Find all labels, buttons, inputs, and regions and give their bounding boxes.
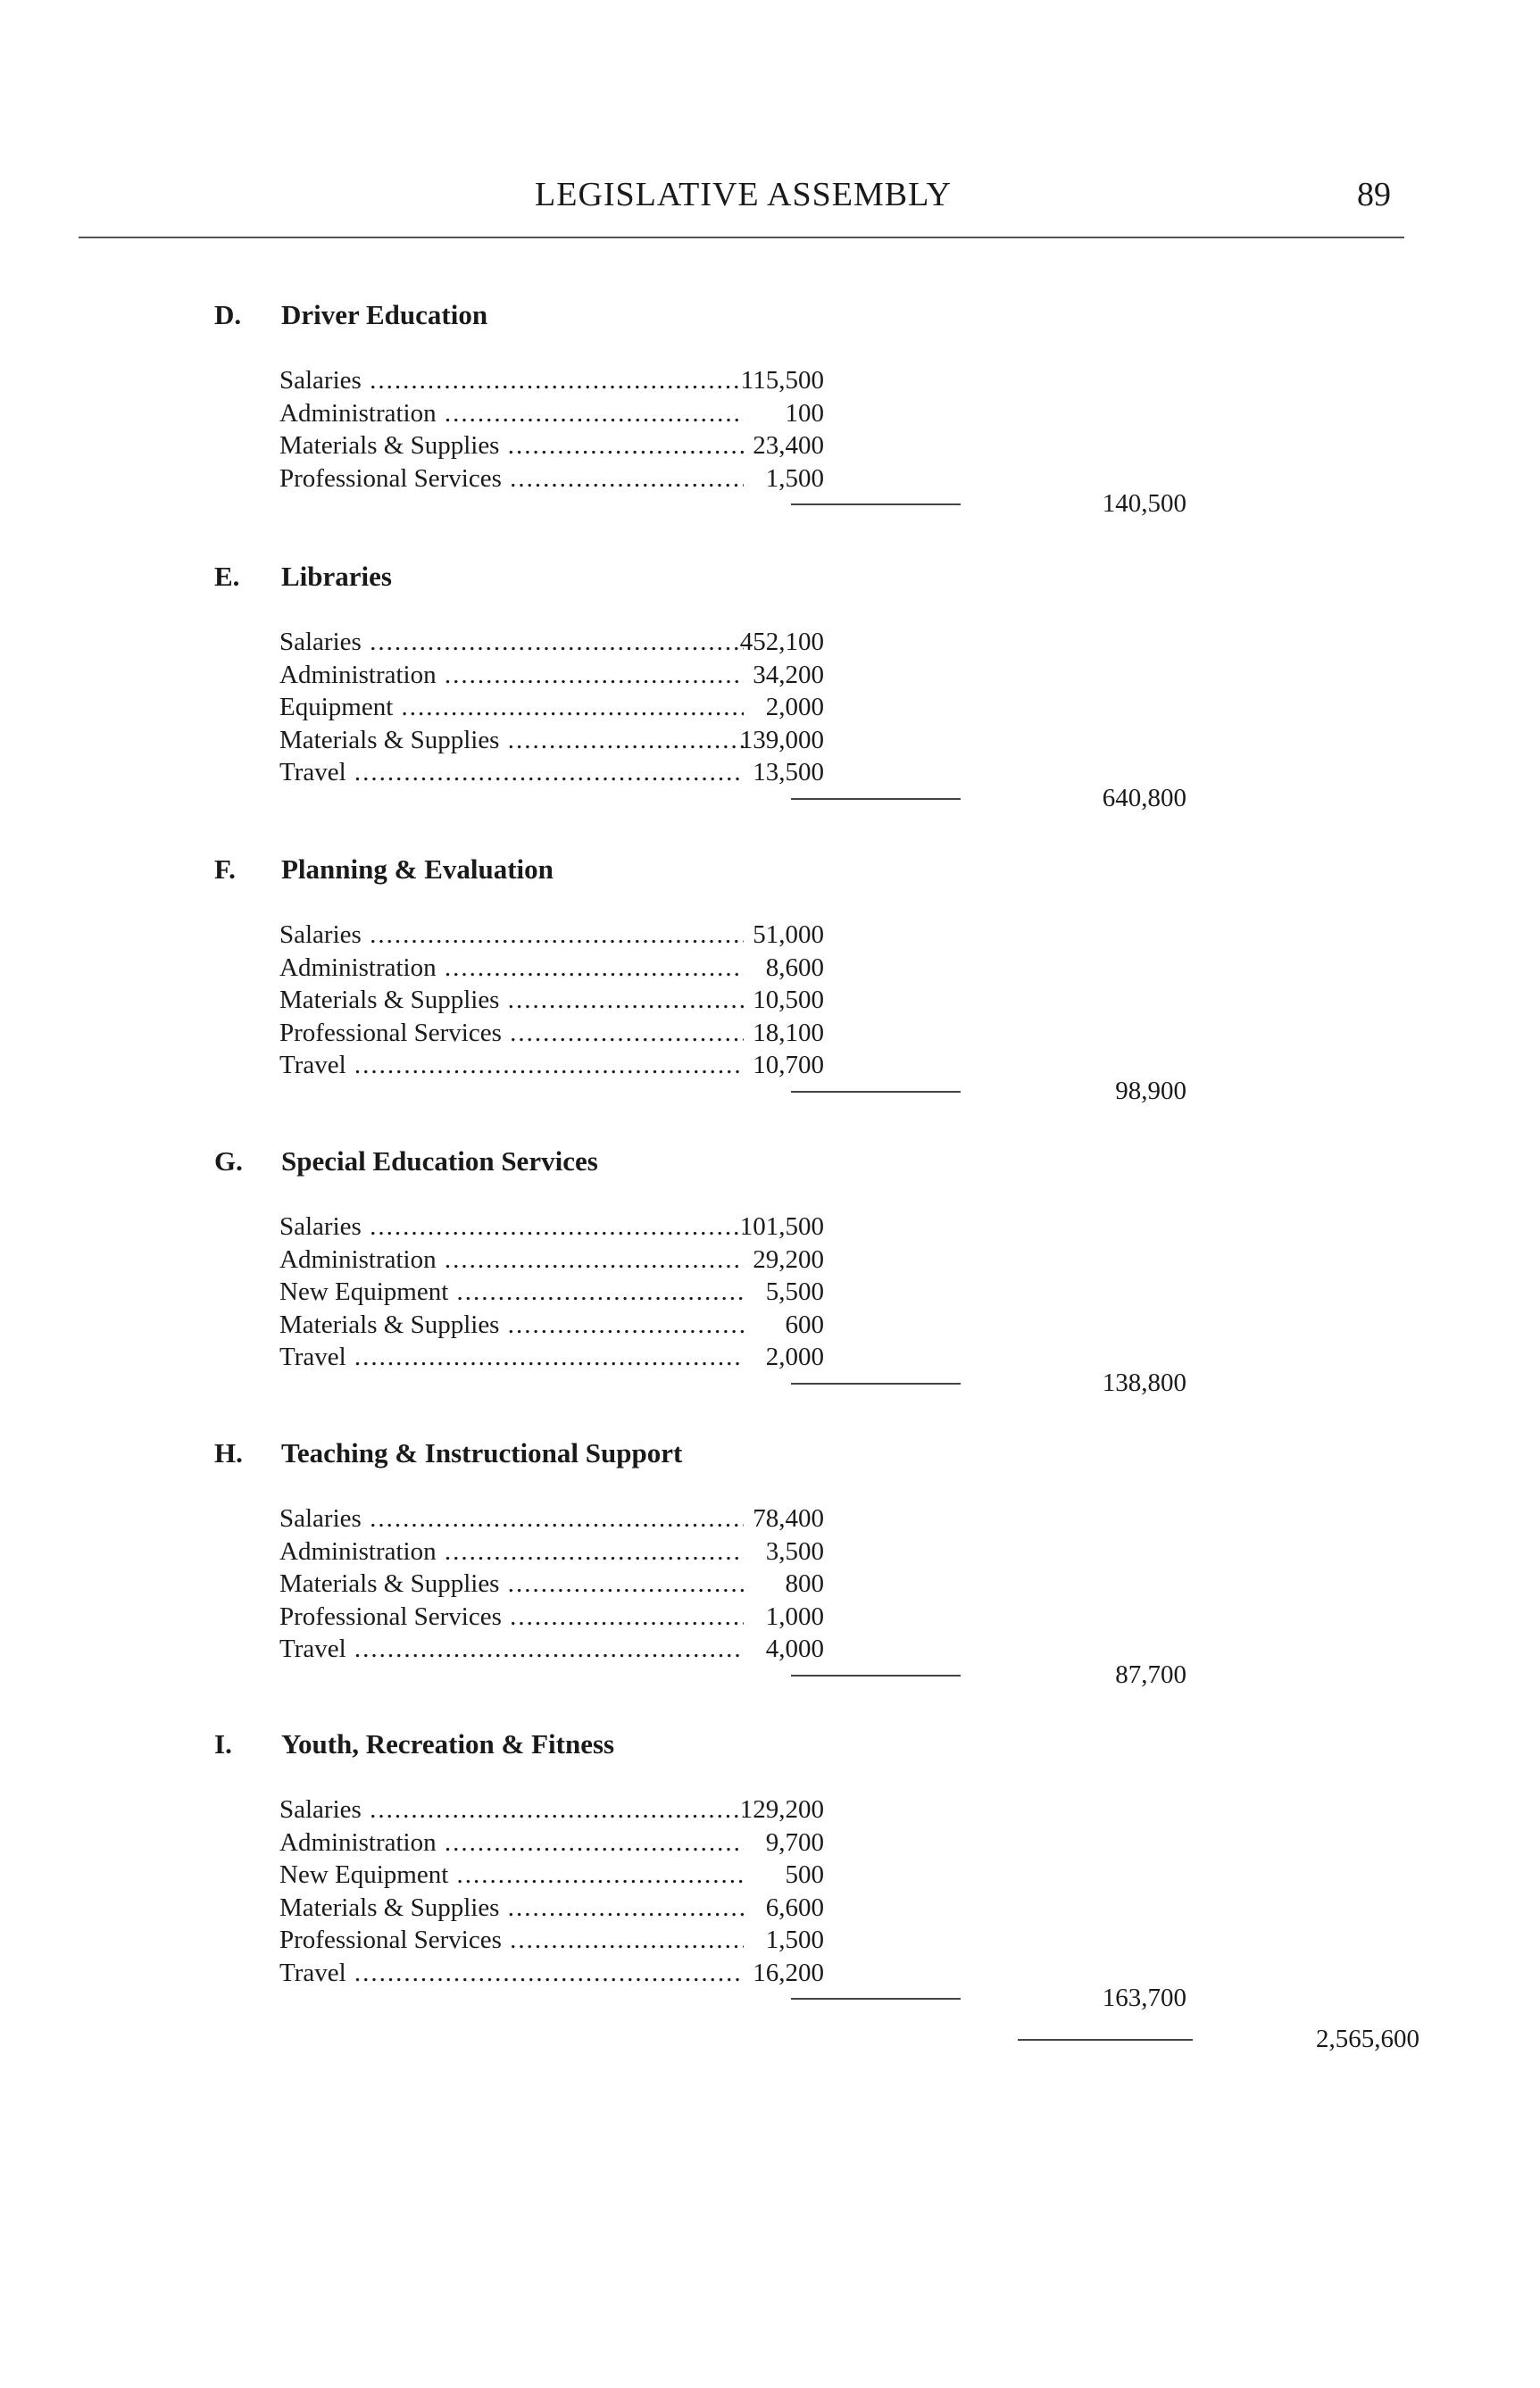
line-item-label: Salaries ..... [279, 628, 744, 657]
line-item [279, 399, 1172, 431]
line-item-amount: 16,200 [753, 1958, 824, 1987]
line-item-label: New Equipment ..... [279, 1277, 744, 1307]
line-item-amount: 9,700 [765, 1827, 824, 1857]
section-letter: G. [214, 1145, 243, 1177]
line-item [279, 1537, 1172, 1569]
subtotal-rule [791, 1091, 961, 1093]
line-item [279, 1310, 1172, 1343]
section-subtotal: 640,800 [1102, 783, 1186, 812]
page-title: LEGISLATIVE ASSEMBLY [535, 176, 952, 213]
line-item-amount: 51,000 [753, 920, 824, 949]
line-item [279, 1893, 1172, 1926]
section-title: Teaching & Instructional Support [281, 1437, 683, 1469]
line-item [279, 1602, 1172, 1635]
section-title: Driver Education [281, 299, 488, 330]
line-item-amount: 139,000 [739, 725, 824, 754]
line-item-label: Materials & Supplies ..... [279, 431, 744, 461]
subtotal-rule [791, 798, 961, 800]
line-item-amount: 1,000 [765, 1602, 824, 1631]
line-item-amount: 500 [785, 1860, 824, 1889]
line-item [279, 366, 1172, 398]
line-item [279, 1959, 1172, 1991]
line-item-label: Administration ..... [279, 1537, 744, 1567]
line-item [279, 661, 1172, 693]
line-item-amount: 452,100 [739, 628, 824, 656]
line-item-label: Travel ..... [279, 758, 744, 787]
section-title: Planning & Evaluation [281, 853, 554, 885]
line-item [279, 1860, 1172, 1893]
line-item-amount: 129,200 [739, 1795, 824, 1824]
subtotal-rule [791, 1675, 961, 1677]
line-item-label: Professional Services ..... [279, 1602, 744, 1632]
line-item [279, 1245, 1172, 1277]
section-subtotal: 138,800 [1102, 1368, 1186, 1397]
line-item-label: Salaries ..... [279, 1212, 744, 1242]
line-item-amount: 13,500 [753, 758, 824, 786]
line-item-amount: 100 [785, 398, 824, 428]
line-item-amount: 1,500 [765, 1926, 824, 1954]
line-item-amount: 29,200 [753, 1244, 824, 1274]
line-item-label: Administration ..... [279, 953, 744, 983]
section-title: Special Education Services [281, 1145, 598, 1177]
line-item-amount: 6,600 [765, 1893, 824, 1922]
line-item-amount: 115,500 [740, 366, 824, 395]
line-item-amount: 10,500 [753, 986, 824, 1014]
line-item [279, 1828, 1172, 1860]
line-item [279, 464, 1172, 496]
line-item-amount: 5,500 [765, 1277, 824, 1306]
line-item [279, 1504, 1172, 1536]
line-item [279, 431, 1172, 463]
line-item-amount: 3,500 [765, 1536, 824, 1566]
line-item-label: Salaries ..... [279, 1795, 744, 1825]
subtotal-rule [791, 503, 961, 505]
line-item-amount: 600 [785, 1310, 824, 1339]
line-item-label: Equipment ..... [279, 693, 744, 722]
line-item [279, 1343, 1172, 1375]
line-item [279, 758, 1172, 790]
section-subtotal: 87,700 [1115, 1660, 1186, 1689]
line-item-label: Salaries ..... [279, 920, 744, 950]
line-item-label: New Equipment ..... [279, 1860, 744, 1890]
line-item-label: Professional Services ..... [279, 1926, 744, 1955]
section-title: Libraries [281, 561, 392, 592]
line-item-amount: 34,200 [753, 660, 824, 689]
line-item-amount: 2,000 [765, 693, 824, 721]
line-item [279, 1212, 1172, 1244]
line-item-label: Travel ..... [279, 1051, 744, 1080]
section-letter: H. [214, 1437, 243, 1469]
line-item [279, 726, 1172, 758]
line-item-label: Materials & Supplies ..... [279, 1569, 744, 1599]
line-item-amount: 101,500 [739, 1212, 824, 1241]
section-letter: F. [214, 853, 236, 885]
line-item [279, 1569, 1172, 1602]
line-item-amount: 800 [785, 1569, 824, 1598]
section-letter: D. [214, 299, 242, 330]
line-item-label: Travel ..... [279, 1959, 744, 1988]
line-item-amount: 4,000 [765, 1635, 824, 1663]
line-item-label: Travel ..... [279, 1343, 744, 1372]
line-item-label: Materials & Supplies ..... [279, 1310, 744, 1340]
line-item [279, 986, 1172, 1018]
line-item-label: Administration ..... [279, 1828, 744, 1858]
subtotal-rule [791, 1998, 961, 2000]
line-item-amount: 10,700 [753, 1051, 824, 1079]
line-item-label: Materials & Supplies ..... [279, 1893, 744, 1923]
line-item-amount: 78,400 [753, 1504, 824, 1533]
section-subtotal: 163,700 [1102, 1984, 1186, 2012]
page-number: 89 [1357, 176, 1391, 213]
subtotal-rule [791, 1383, 961, 1385]
line-item [279, 1926, 1172, 1958]
line-item-label: Professional Services ..... [279, 464, 744, 494]
section-subtotal: 98,900 [1115, 1076, 1186, 1105]
grand-total-rule [1018, 2039, 1193, 2041]
line-item [279, 1277, 1172, 1310]
line-item-label: Travel ..... [279, 1635, 744, 1664]
line-item [279, 1635, 1172, 1667]
line-item-label: Administration ..... [279, 661, 744, 690]
line-item-label: Materials & Supplies ..... [279, 986, 744, 1015]
line-item-label: Materials & Supplies ..... [279, 726, 744, 755]
line-item-amount: 2,000 [765, 1343, 824, 1371]
line-item [279, 1795, 1172, 1827]
line-item [279, 953, 1172, 986]
section-letter: I. [214, 1728, 232, 1760]
grand-total: 2,565,600 [1316, 2025, 1419, 2053]
section-title: Youth, Recreation & Fitness [281, 1728, 615, 1760]
line-item [279, 1019, 1172, 1051]
line-item [279, 920, 1172, 953]
line-item-amount: 8,600 [765, 953, 824, 982]
line-item-amount: 18,100 [753, 1018, 824, 1047]
line-item [279, 628, 1172, 660]
line-item-label: Professional Services ..... [279, 1019, 744, 1048]
line-item-amount: 1,500 [765, 463, 824, 493]
line-item-label: Salaries ..... [279, 1504, 744, 1534]
line-item-label: Administration ..... [279, 1245, 744, 1275]
section-subtotal: 140,500 [1102, 489, 1186, 518]
line-item-label: Administration ..... [279, 399, 744, 429]
header-divider [79, 237, 1404, 238]
line-item-amount: 23,400 [753, 431, 824, 460]
line-item [279, 693, 1172, 725]
section-letter: E. [214, 561, 240, 592]
line-item [279, 1051, 1172, 1083]
line-item-label: Salaries ..... [279, 366, 744, 395]
